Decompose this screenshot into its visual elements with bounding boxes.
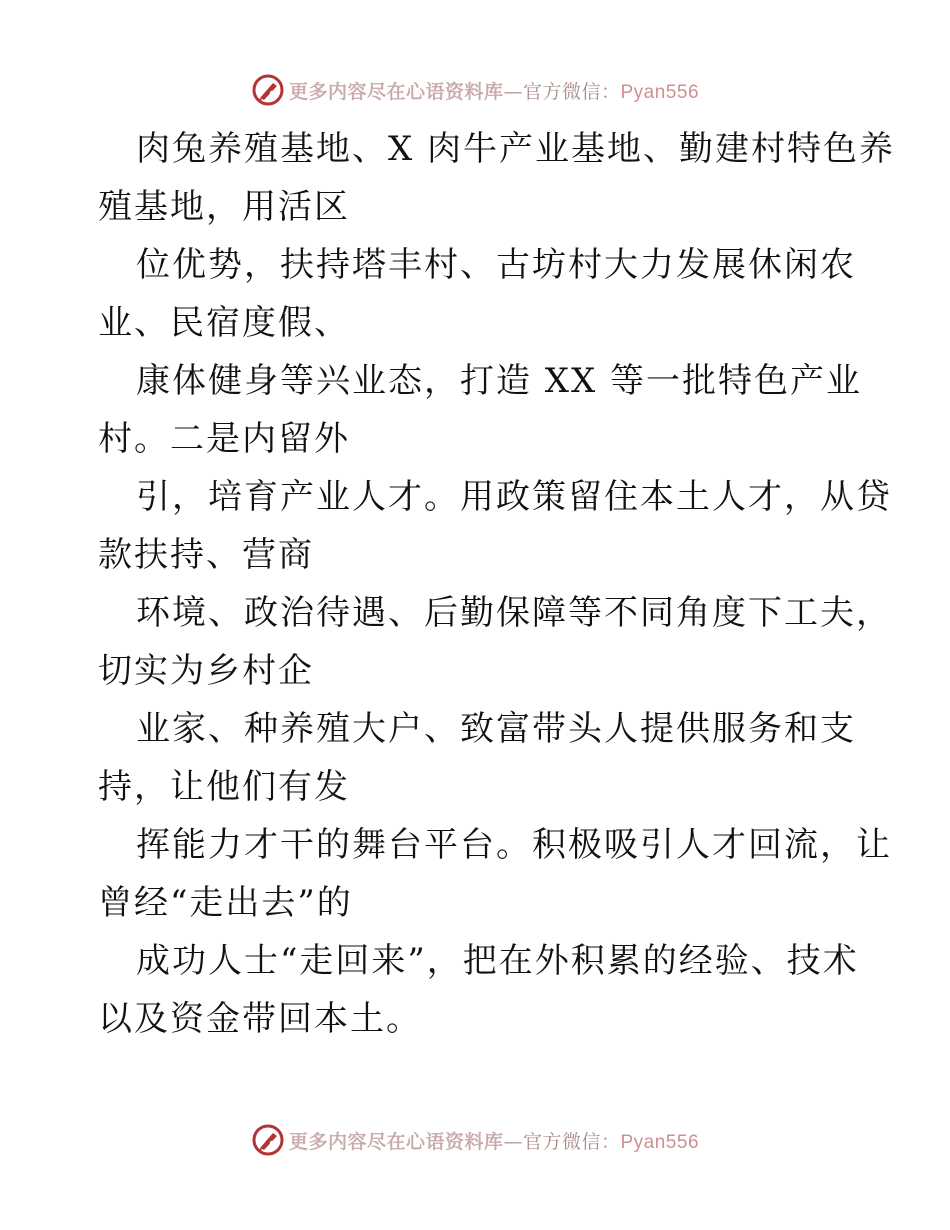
text-line: 肉兔养殖基地、X 肉牛产业基地、勤建村特色养 — [136, 129, 896, 169]
text-line: 成功人士“走回来”，把在外积累的经验、技术 — [136, 941, 859, 981]
text-line: 殖基地，用活区 — [98, 187, 350, 227]
text-line: 业家、种养殖大户、致富带头人提供服务和支 — [136, 709, 856, 749]
footer-site-name: 更多内容尽在心语资料库 — [288, 1130, 504, 1153]
text-line: 曾经“走出去”的 — [98, 883, 353, 923]
text-line: 以及资金带回本土。 — [98, 999, 422, 1039]
text-line: 康体健身等兴业态，打造 XX 等一批特色产业 — [136, 361, 863, 401]
pen-logo-icon — [251, 73, 285, 107]
header-wechat-label: 官方微信： — [522, 80, 621, 103]
header-separator: — — [503, 80, 523, 103]
header-watermark — [0, 70, 950, 110]
text-line: 业、民宿度假、 — [98, 303, 350, 343]
text-line: 环境、政治待遇、后勤保障等不同角度下工夫， — [136, 593, 892, 633]
text-line: 挥能力才干的舞台平台。积极吸引人才回流，让 — [136, 825, 892, 865]
text-line: 持，让他们有发 — [98, 767, 350, 807]
footer-watermark — [0, 1120, 950, 1160]
header-wechat-id: Pyan556 — [620, 81, 700, 103]
text-line: 引，培育产业人才。用政策留住本土人才，从贷 — [136, 477, 892, 517]
text-line: 村。二是内留外 — [98, 419, 350, 459]
footer-wechat-id: Pyan556 — [620, 1131, 700, 1153]
pen-logo-icon — [251, 1123, 285, 1157]
footer-wechat-label: 官方微信： — [522, 1130, 621, 1153]
header-site-name: 更多内容尽在心语资料库 — [288, 80, 504, 103]
text-line: 款扶持、营商 — [98, 535, 314, 575]
document-body — [98, 120, 896, 1048]
text-line: 切实为乡村企 — [98, 651, 314, 691]
footer-separator: — — [503, 1130, 523, 1153]
text-line: 位优势，扶持塔丰村、古坊村大力发展休闲农 — [136, 245, 856, 285]
